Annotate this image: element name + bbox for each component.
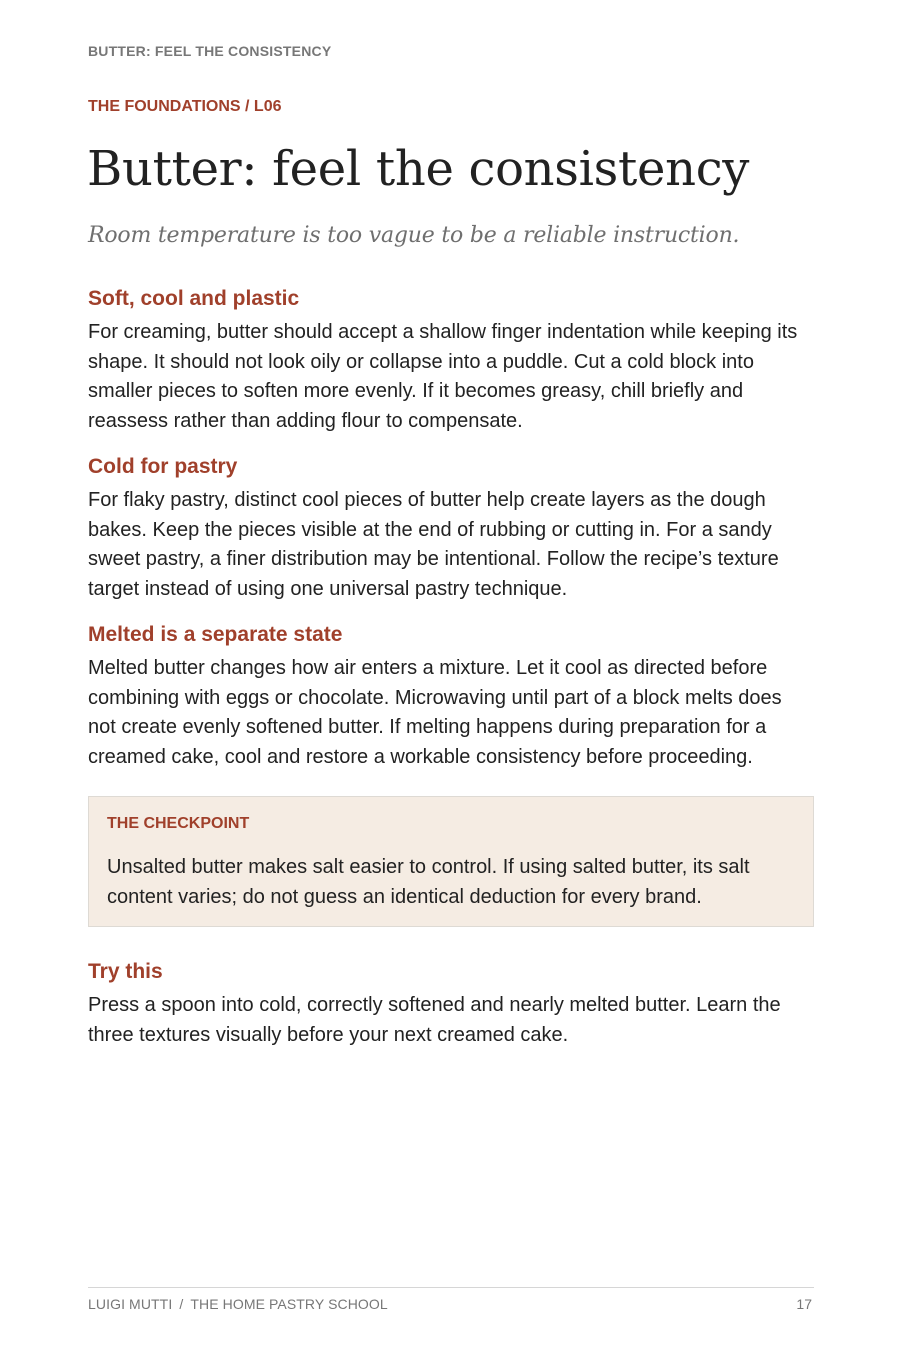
section-heading: Melted is a separate state — [88, 623, 343, 646]
page-subtitle: Room temperature is too vague to be a reliable instruction. — [88, 223, 740, 248]
footer-divider — [88, 1287, 814, 1288]
section-body: For flaky pastry, distinct cool pieces of butter help create layers as the dough bakes. Keep the pieces visible at the end of rubbing or cutting in. For a sandy sweet pastry, a finer distribution may be intentional. Follow the recipe’s texture target instead of using one universal pastry technique. — [88, 489, 779, 600]
footer-credit — [88, 1296, 388, 1312]
footer-separator: / — [179, 1296, 184, 1312]
page-title: Butter: feel the consistency — [87, 141, 750, 197]
section-body: For creaming, butter should accept a shallow finger indentation while keeping its shape. It should not look oily or collapse into a puddle. Cut a cold block into smaller pieces to soften more evenly. If it becomes greasy, chill briefly and reassess rather than adding flour to compensate. — [88, 321, 798, 432]
section-body: Press a spoon into cold, correctly softened and nearly melted butter. Learn the three textures visually before your next creamed cake. — [88, 994, 781, 1046]
lesson-kicker: THE FOUNDATIONS / L06 — [88, 98, 282, 115]
section-cold-for-pastry — [88, 452, 814, 604]
checkpoint-callout — [88, 796, 814, 927]
checkpoint-label: THE CHECKPOINT — [107, 815, 250, 832]
section-soft-cool-plastic — [88, 284, 814, 436]
section-try-this — [88, 957, 814, 1050]
section-melted-separate-state — [88, 620, 814, 772]
section-body: Melted butter changes how air enters a mixture. Let it cool as directed before combining with eggs or chocolate. Microwaving until part of a block melts does not create evenly softened butter. If melting happens during preparation for a creamed cake, cool and restore a workable consistency before proceeding. — [88, 657, 782, 768]
page-number: 17 — [796, 1296, 812, 1312]
lesson-content — [88, 284, 814, 1050]
section-heading: Cold for pastry — [88, 455, 238, 478]
section-heading: Try this — [88, 960, 163, 983]
running-header: BUTTER: FEEL THE CONSISTENCY — [88, 43, 332, 59]
section-heading: Soft, cool and plastic — [88, 287, 300, 310]
footer-author: LUIGI MUTTI — [88, 1296, 173, 1312]
footer-book-title: THE HOME PASTRY SCHOOL — [190, 1296, 388, 1312]
checkpoint-body: Unsalted butter makes salt easier to control. If using salted butter, its salt content varies; do not guess an identical deduction for every brand. — [107, 856, 750, 908]
